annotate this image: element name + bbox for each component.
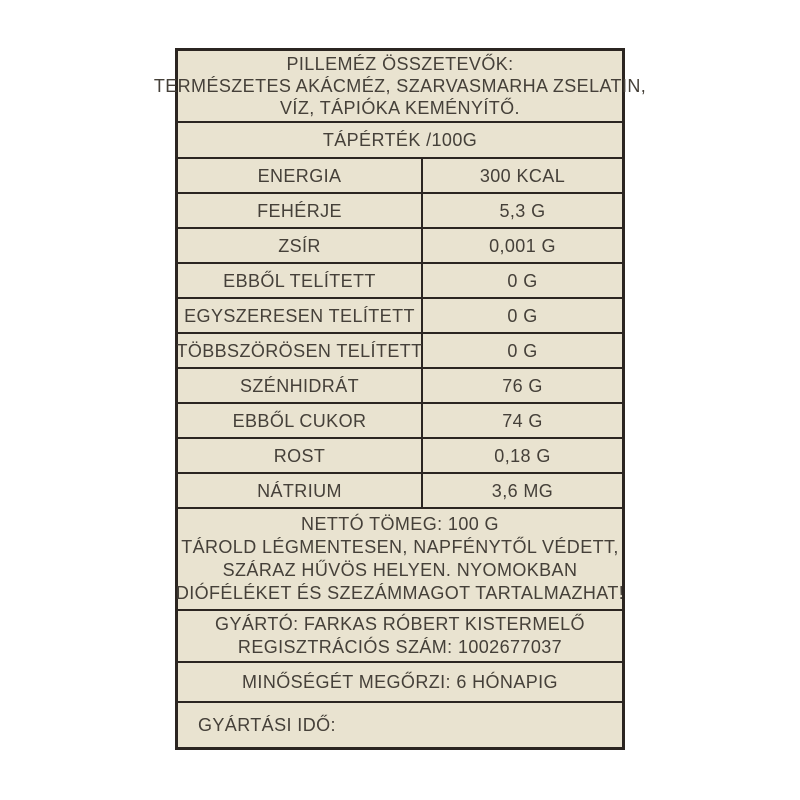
nutrient-name: EBBŐL TELÍTETT xyxy=(178,264,423,297)
nutrient-value: 0,001 G xyxy=(489,235,556,256)
nutrient-value: 0 G xyxy=(507,270,538,291)
text-line: TÁROLD LÉGMENTESEN, NAPFÉNYTŐL VÉDETT, xyxy=(181,537,619,557)
nutrient-row xyxy=(178,264,622,299)
nutrient-value: 74 G xyxy=(502,410,543,431)
text-line: VÍZ, TÁPIÓKA KEMÉNYÍTŐ. xyxy=(280,98,520,118)
nutrient-name: ROST xyxy=(178,439,423,472)
nutrient-name: EBBŐL CUKOR xyxy=(178,404,423,437)
shelf-life-label: MINŐSÉGÉT MEGŐRZI: 6 HÓNAPIG xyxy=(242,672,558,692)
nutrient-name: FEHÉRJE xyxy=(178,194,423,227)
text-line: DIÓFÉLÉKET ÉS SZEZÁMMAGOT TARTALMAZHAT! xyxy=(175,583,625,603)
nutrition-header-label: TÁPÉRTÉK /100G xyxy=(322,130,478,150)
nutrient-name: EGYSZERESEN TELÍTETT xyxy=(178,299,423,332)
text-line: TERMÉSZETES AKÁCMÉZ, SZARVASMARHA ZSELATIN, xyxy=(153,76,647,96)
nutrient-row xyxy=(178,474,622,509)
nutrient-value: 3,6 MG xyxy=(491,480,554,501)
text-line: NETTÓ TÖMEG: 100 G xyxy=(301,514,499,534)
shelf-life-row xyxy=(178,663,622,703)
producer-panel xyxy=(178,611,622,663)
nutrition-table xyxy=(178,159,622,509)
ingredients-panel xyxy=(153,51,647,123)
nutrient-value: 0,18 G xyxy=(494,445,551,466)
nutrient-value: 5,3 G xyxy=(499,200,546,221)
nutrient-name: ENERGIA xyxy=(178,159,423,192)
nutrition-label xyxy=(153,48,647,750)
text-line: REGISZTRÁCIÓS SZÁM: 1002677037 xyxy=(237,637,563,657)
nutrient-value: 76 G xyxy=(502,375,543,396)
nutrient-row xyxy=(178,299,622,334)
production-date-row xyxy=(178,703,622,747)
nutrient-value: 0 G xyxy=(507,340,538,361)
text-line: PILLEMÉZ ÖSSZETEVŐK: xyxy=(286,54,514,74)
nutrient-name: SZÉNHIDRÁT xyxy=(178,369,423,402)
production-date-label: GYÁRTÁSI IDŐ: xyxy=(198,715,336,735)
nutrient-name: TÖBBSZÖRÖSEN TELÍTETT xyxy=(178,334,423,367)
nutrient-row xyxy=(178,194,622,229)
nutrient-value: 0 G xyxy=(507,305,538,326)
storage-panel xyxy=(175,509,625,611)
nutrient-row xyxy=(178,334,622,369)
nutrient-row xyxy=(178,159,622,194)
text-line: SZÁRAZ HŰVÖS HELYEN. NYOMOKBAN xyxy=(222,560,578,580)
text-line: GYÁRTÓ: FARKAS RÓBERT KISTERMELŐ xyxy=(215,614,585,634)
nutrient-row xyxy=(178,439,622,474)
nutrient-value: 300 KCAL xyxy=(479,165,566,186)
nutrient-name: ZSÍR xyxy=(178,229,423,262)
nutrient-row xyxy=(178,404,622,439)
nutrient-row xyxy=(178,229,622,264)
nutrient-row xyxy=(178,369,622,404)
nutrition-header xyxy=(178,123,622,159)
nutrient-name: NÁTRIUM xyxy=(178,474,423,507)
